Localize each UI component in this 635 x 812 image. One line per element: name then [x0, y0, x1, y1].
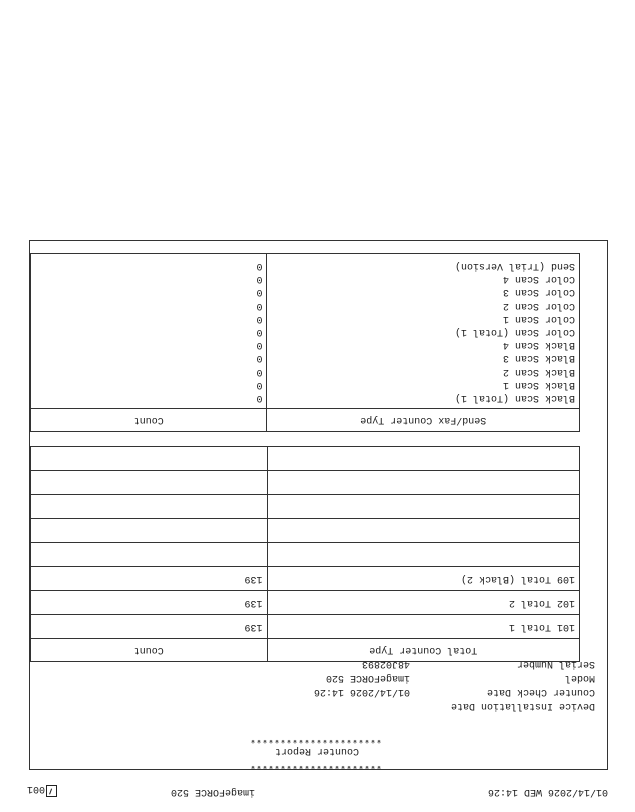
info-label: Counter Check Date	[486, 686, 595, 697]
device-info	[35, 655, 595, 711]
fax-page-icon	[46, 785, 57, 797]
info-label: Serial Number	[516, 658, 595, 669]
table-header-row	[31, 639, 580, 662]
fax-page-number: 001	[26, 783, 45, 794]
table-row	[31, 567, 580, 591]
counter-count: 0	[256, 392, 263, 403]
stars-bottom: **********************	[249, 732, 382, 743]
info-label: Model	[564, 672, 595, 683]
header-type: Total Counter Type	[267, 639, 579, 662]
table-row	[31, 495, 580, 519]
counter-count: 0	[256, 273, 263, 285]
stars-top: **********************	[249, 758, 382, 769]
counter-count	[31, 495, 268, 519]
header-count: Count	[31, 409, 267, 432]
counter-count	[31, 471, 268, 495]
counter-type: Color Scan 4	[502, 273, 575, 285]
header-type: Send/Fax Counter Type	[267, 409, 580, 432]
counter-type: Color Scan 2	[502, 299, 575, 311]
info-label: Device Installation Date	[450, 700, 595, 711]
counter-type: 109 Total (Black 2)	[267, 567, 579, 591]
table-row	[31, 471, 580, 495]
info-row-installation-date	[35, 697, 595, 711]
table-row	[31, 543, 580, 567]
counter-count: 0	[256, 326, 263, 338]
counter-type	[267, 447, 579, 471]
counter-count: 0	[256, 260, 263, 272]
counter-type: Send (Trial Version)	[454, 260, 575, 272]
counter-count: 139	[31, 567, 268, 591]
table-row	[31, 591, 580, 615]
counter-count	[31, 447, 268, 471]
counter-type: Black Scan 3	[502, 352, 575, 364]
info-row-model	[35, 669, 595, 683]
header-count: Count	[31, 639, 268, 662]
counter-count: 0	[256, 312, 263, 324]
counter-type: 102 Total 2	[267, 591, 579, 615]
table-header-row	[31, 409, 580, 432]
table-row	[31, 254, 580, 409]
counter-count: 139	[31, 615, 268, 639]
counter-type: Black Scan 1	[502, 378, 575, 390]
counter-count: 0	[256, 378, 263, 390]
counter-count: 0	[256, 339, 263, 351]
total-counter-table	[30, 446, 580, 662]
sendfax-type-list	[267, 254, 580, 409]
info-row-check-date	[35, 683, 595, 697]
counter-type: Black Scan 4	[502, 339, 575, 351]
table-row	[31, 519, 580, 543]
counter-count: 139	[31, 591, 268, 615]
sendfax-counter-table	[30, 253, 580, 432]
counter-type: Color Scan 3	[502, 286, 575, 298]
table-row	[31, 447, 580, 471]
fax-page-number-wrap	[27, 783, 57, 797]
counter-type: 101 Total 1	[267, 615, 579, 639]
counter-count: 0	[256, 299, 263, 311]
fax-datetime: 01/14/2026 WED 14:26	[487, 786, 608, 797]
info-value: imageFORCE 520	[325, 672, 410, 683]
counter-type	[267, 543, 579, 567]
counter-count: 0	[256, 286, 263, 298]
fax-model: imageFORCE 520	[170, 786, 255, 797]
counter-type: Color Scan (Total 1)	[454, 326, 575, 338]
info-value: 48J02893	[361, 658, 410, 669]
counter-type: Color Scan 1	[502, 312, 575, 324]
counter-type	[267, 471, 579, 495]
counter-count	[31, 519, 268, 543]
report-frame	[29, 240, 608, 770]
table-row	[31, 615, 580, 639]
counter-count: 0	[256, 352, 263, 364]
info-value: 01/14/2026 14:26	[313, 686, 410, 697]
counter-type	[267, 495, 579, 519]
report-title: Counter Report	[274, 745, 359, 756]
sendfax-count-list	[31, 254, 267, 409]
counter-type: Black Scan (Total 1)	[454, 392, 575, 403]
counter-count: 0	[256, 365, 263, 377]
counter-type: Black Scan 2	[502, 365, 575, 377]
counter-type	[267, 519, 579, 543]
fax-header-line	[0, 783, 635, 797]
counter-count	[31, 543, 268, 567]
